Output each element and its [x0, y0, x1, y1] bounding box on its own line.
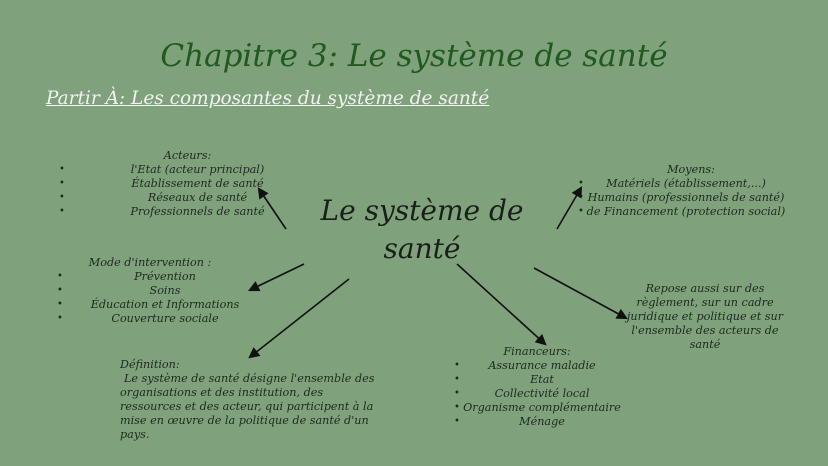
arrow-to-moyens [557, 188, 581, 229]
list-item: • de Financement (protection social) [586, 205, 786, 219]
definition-text: Le système de santé désigne l'ensemble des organisations et des institution, des ressources et des acteur, qui participent à la mise en œuvre de la politique de santé d'un pays. [120, 372, 375, 441]
list-item: • Établissement de santé [55, 177, 300, 191]
arrow-to-financeurs [457, 264, 545, 344]
list-item: • Professionnels de santé [55, 205, 300, 219]
arrow-to-definition [250, 279, 349, 357]
list-item: • Matériels (établissement,...) [586, 177, 786, 191]
acteurs-heading: Acteurs: [163, 149, 212, 162]
list-item: • Humains (professionnels de santé) [586, 191, 786, 205]
list-item: • Collectivité local [452, 387, 632, 401]
central-concept-line1: Le système de [320, 194, 524, 227]
list-item: • Etat [452, 373, 632, 387]
list-item: • Assurance maladie [452, 359, 632, 373]
definition-heading: Définition: [120, 358, 180, 371]
list-item: • Organisme complémentaire [452, 401, 632, 415]
section-subtitle: Partir À: Les composantes du système de santé [46, 88, 490, 109]
list-item: • Soins [55, 284, 275, 298]
list-item: • l'Etat (acteur principal) [55, 163, 300, 177]
list-item: • Prévention [55, 270, 275, 284]
arrow-to-repose [534, 268, 626, 318]
list-item: • Réseaux de santé [55, 191, 300, 205]
moyens-heading: Moyens: [667, 163, 715, 176]
arrow-to-acteurs [259, 189, 286, 229]
mode-intervention-heading: Mode d'intervention : [88, 256, 212, 269]
list-item: • Ménage [452, 415, 632, 429]
list-item: • Éducation et Informations [55, 298, 275, 312]
list-item: • Couverture sociale [55, 312, 275, 326]
central-concept-line2: santé [383, 232, 461, 265]
page-title: Chapitre 3: Le système de santé [160, 38, 668, 74]
financeurs-heading: Financeurs: [503, 345, 571, 358]
arrow-to-mode-intervention [250, 264, 304, 290]
repose-text: Repose aussi sur des règlement, sur un cadre juridique et politique et sur l'ensemble des acteurs de santé [626, 282, 784, 351]
